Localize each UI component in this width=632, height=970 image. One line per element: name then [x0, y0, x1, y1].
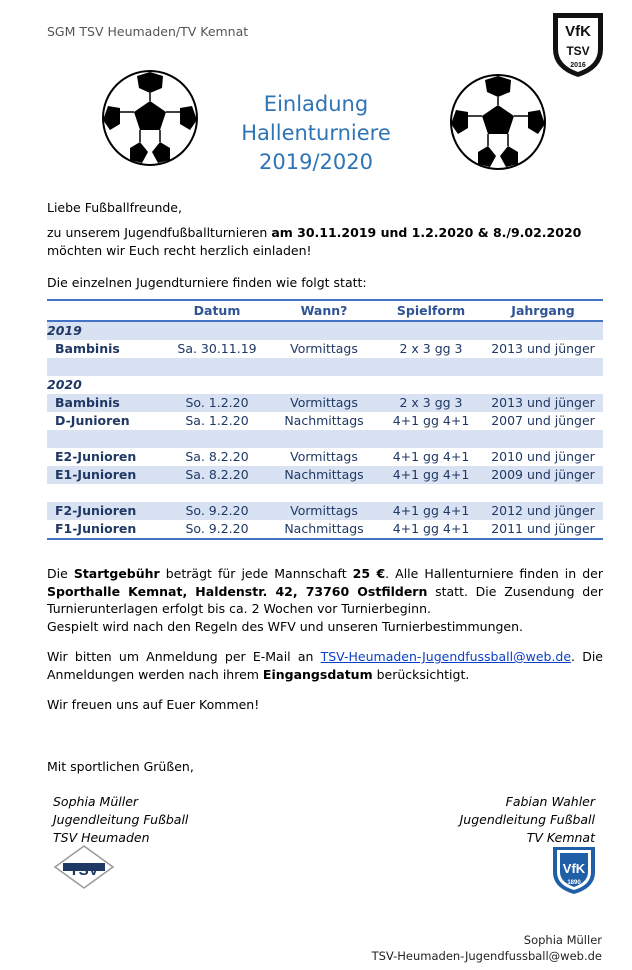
intro-paragraph: [47, 224, 603, 259]
cell-date: Sa. 8.2.20: [165, 466, 269, 484]
cell-date: Sa. 1.2.20: [185, 413, 249, 428]
regards: Mit sportlichen Grüßen,: [47, 759, 194, 774]
intro-dates: am 30.11.2019 und 1.2.2020 & 8./9.02.2020: [271, 225, 582, 240]
cell-date: So. 1.2.20: [165, 394, 269, 412]
cell-team: E1-Junioren: [47, 466, 165, 484]
cell-team: F2-Junioren: [47, 502, 165, 520]
intro-text-2: möchten wir Euch recht herzlich einladen!: [47, 242, 312, 258]
registration-bold: Eingangsdatum: [262, 666, 373, 682]
cell-when: Vormittags: [290, 449, 358, 464]
fee-location: Sporthalle Kemnat, Haldenstr. 42, 73760 Ostfildern: [47, 583, 428, 599]
signature-left-role: Jugendleitung Fußball: [53, 812, 189, 827]
cell-year: 2013 und jünger: [491, 341, 595, 356]
cell-when: Vormittags: [290, 341, 358, 356]
closing-wish: Wir freuen uns auf Euer Kommen!: [47, 697, 260, 712]
footer: [372, 932, 602, 964]
year-label-2020: 2020: [47, 377, 82, 392]
header-when: Wann?: [269, 300, 379, 321]
table-row: [47, 394, 603, 412]
cell-when: Nachmittags: [284, 413, 364, 428]
crest-year: 2016: [570, 62, 586, 69]
header-team: [47, 300, 165, 321]
page-title: [0, 90, 632, 177]
cell-form: 2 x 3 gg 3: [399, 341, 463, 356]
cell-year: 2007 und jünger: [491, 413, 595, 428]
email-link[interactable]: TSV-Heumaden-Jugendfussball@web.de: [320, 649, 572, 664]
fee-text-3: . Alle Hallenturniere finden in der: [385, 566, 603, 581]
crest-text-middle: TSV: [566, 44, 590, 58]
rules-paragraph: Gespielt wird nach den Regeln des WFV und unseren Turnierbestimmungen.: [47, 619, 524, 634]
tsv-logo-text: TSV: [69, 862, 99, 879]
cell-when: Nachmittags: [269, 520, 379, 539]
cell-date: Sa. 30.11.19: [177, 341, 257, 356]
cell-date: So. 9.2.20: [165, 520, 269, 539]
crest-text-top: VfK: [565, 23, 591, 40]
cell-form: 4+1 gg 4+1: [379, 466, 483, 484]
year-label-2019: 2019: [47, 321, 165, 340]
header-form: Spielform: [379, 300, 483, 321]
signature-left-club: TSV Heumaden: [53, 830, 150, 845]
table-intro: Die einzelnen Jugendturniere finden wie folgt statt:: [47, 275, 367, 290]
spacer-row: [47, 358, 603, 376]
table-row: [47, 448, 603, 466]
tv-kemnat-logo: [550, 844, 598, 896]
signature-right: [460, 793, 595, 847]
club-crest-logo: [549, 9, 607, 79]
registration-text-1: Wir bitten um Anmeldung per E-Mail an: [47, 649, 321, 664]
registration-paragraph: [47, 648, 603, 683]
signature-left-name: Sophia Müller: [53, 794, 139, 809]
footer-name: Sophia Müller: [523, 933, 602, 947]
year-row-2020: [47, 376, 603, 394]
greeting: Liebe Fußballfreunde,: [47, 200, 182, 215]
org-header: SGM TSV Heumaden/TV Kemnat: [47, 24, 249, 39]
year-row-2019: [47, 321, 603, 340]
table-row: [47, 466, 603, 484]
title-line-2: Hallenturniere: [241, 121, 391, 145]
cell-date: So. 9.2.20: [165, 502, 269, 520]
header-year: Jahrgang: [483, 300, 603, 321]
cell-team: D-Junioren: [55, 413, 130, 428]
cell-form: 2 x 3 gg 3: [379, 394, 483, 412]
table-header-row: [47, 300, 603, 321]
tsv-heumaden-logo: [53, 844, 115, 890]
intro-text-1: zu unserem Jugendfußballturnieren: [47, 225, 272, 240]
title-line-3: 2019/2020: [259, 150, 373, 174]
fee-bold-2: 25 €: [352, 566, 386, 581]
cell-when: Nachmittags: [269, 466, 379, 484]
title-line-1: Einladung: [263, 92, 369, 116]
cell-date: Sa. 8.2.20: [185, 449, 249, 464]
cell-year: 2011 und jünger: [483, 520, 603, 539]
table-row: [47, 412, 603, 430]
signature-right-name: Fabian Wahler: [505, 794, 595, 809]
table-row: [47, 520, 603, 539]
cell-when: Vormittags: [269, 502, 379, 520]
cell-year: 2010 und jünger: [491, 449, 595, 464]
fee-text-4: statt. Die Zusendung der Turnierunterlagen erfolgt bis ca. 2 Wochen vor Turnierbeginn.: [47, 583, 604, 616]
cell-team: Bambinis: [47, 394, 165, 412]
header-date: Datum: [165, 300, 269, 321]
table-row: [47, 502, 603, 520]
tournament-table: [47, 299, 603, 540]
cell-team: Bambinis: [55, 341, 120, 356]
signature-right-role: Jugendleitung Fußball: [459, 812, 595, 827]
cell-form: 4+1 gg 4+1: [392, 449, 470, 464]
registration-text-2: . Die Anmeldungen werden nach ihrem: [47, 649, 603, 682]
fee-text-2: beträgt für jede Mannschaft: [159, 566, 353, 581]
signature-left: [53, 793, 188, 847]
cell-when: Vormittags: [269, 394, 379, 412]
cell-team: F1-Junioren: [47, 520, 165, 539]
spacer-row: [47, 430, 603, 448]
signature-right-club: TV Kemnat: [526, 830, 595, 845]
spacer-row: [47, 484, 603, 502]
cell-year: 2009 und jünger: [483, 466, 603, 484]
table-row: [47, 340, 603, 358]
fee-text-1: Die: [47, 566, 74, 581]
fee-bold-1: Startgebühr: [73, 566, 160, 581]
cell-form: 4+1 gg 4+1: [379, 502, 483, 520]
fee-paragraph: [47, 565, 603, 618]
cell-form: 4+1 gg 4+1: [379, 520, 483, 539]
registration-text-3: berücksichtigt.: [372, 666, 470, 682]
cell-year: 2013 und jünger: [483, 394, 603, 412]
tvk-logo-text: VfK: [562, 861, 586, 876]
footer-email: TSV-Heumaden-Jugendfussball@web.de: [371, 949, 602, 963]
cell-form: 4+1 gg 4+1: [392, 413, 470, 428]
cell-year: 2012 und jünger: [483, 502, 603, 520]
cell-team: E2-Junioren: [55, 449, 137, 464]
tvk-logo-year: 1890: [567, 880, 581, 886]
